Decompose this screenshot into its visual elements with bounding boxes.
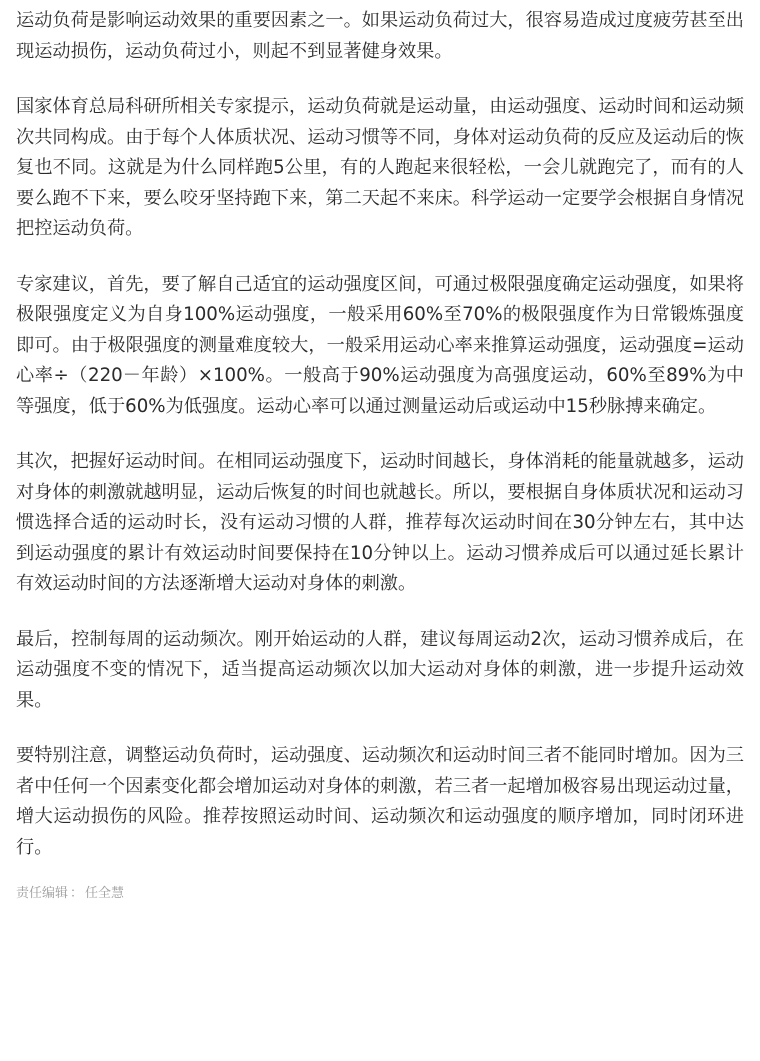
responsible-editor: [16, 884, 744, 904]
paragraph-frequency: 最后，控制每周的运动频次。刚开始运动的人群，建议每周运动2次，运动习惯养成后，在运动强度不变的情况下，适当提高运动频次以加大运动对身体的刺激，进一步提升运动效果。: [16, 628, 744, 711]
editor-name: 任全慧: [85, 886, 125, 901]
paragraph-duration: 其次，把握好运动时间。在相同运动强度下，运动时间越长，身体消耗的能量就越多，运动对身体的刺激就越明显，运动后恢复的时间也就越长。所以，要根据自身体质状况和运动习惯选择合适的运动时长，没有运动习惯的人群，推荐每次运动时间在30分钟左右，其中达到运动强度的累计有效运动时间要保持在10分钟以上。运动习惯养成后可以通过延长累计有效运动时间的方法逐渐增大运动对身体的刺激。: [16, 451, 744, 594]
paragraph-intro: 运动负荷是影响运动效果的重要因素之一。如果运动负荷过大，很容易造成过度疲劳甚至出现运动损伤，运动负荷过小，则起不到显著健身效果。: [16, 10, 744, 62]
editor-label: 责任编辑: [16, 886, 69, 901]
paragraph-intensity: 专家建议，首先，要了解自己适宜的运动强度区间，可通过极限强度确定运动强度，如果将极限强度定义为自身100%运动强度，一般采用60%至70%的极限强度作为日常锻炼强度即可。由于极限强度的测量难度较大，一般采用运动心率来推算运动强度，运动强度=运动心率÷（220－年龄）×100%。一般高于90%运动强度为高强度运动，60%至89%为中等强度，低于60%为低强度。运动心率可以通过测量运动后或运动中15秒脉搏来确定。: [16, 273, 744, 417]
editor-separator: ：: [70, 886, 84, 901]
paragraph-expert-tip: 国家体育总局科研所相关专家提示，运动负荷就是运动量，由运动强度、运动时间和运动频次共同构成。由于每个人体质状况、运动习惯等不同，身体对运动负荷的反应及运动后的恢复也不同。这就是为什么同样跑5公里，有的人跑起来很轻松，一会儿就跑完了，而有的人要么跑不下来，要么咬牙坚持跑下来，第二天起不来床。科学运动一定要学会根据自身情况把控运动负荷。: [16, 96, 744, 239]
paragraph-caution: 要特别注意，调整运动负荷时，运动强度、运动频次和运动时间三者不能同时增加。因为三者中任何一个因素变化都会增加运动对身体的刺激，若三者一起增加极容易出现运动过量，增大运动损伤的风险。推荐按照运动时间、运动频次和运动强度的顺序增加，同时闭环进行。: [16, 745, 744, 858]
